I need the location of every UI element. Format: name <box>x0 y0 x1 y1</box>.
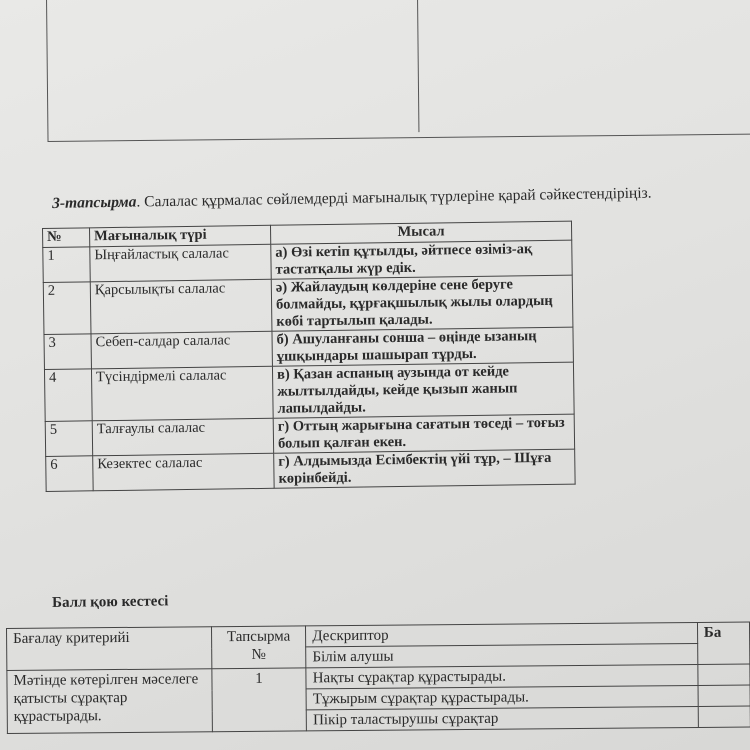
row-type: Ыңғайластық салалас <box>90 244 271 282</box>
row-number: 3 <box>44 334 91 370</box>
row-number: 4 <box>44 369 92 422</box>
scoring-table <box>6 622 750 734</box>
score-cell <box>698 664 750 685</box>
task-label: 3-тапсырма <box>52 193 137 212</box>
descriptor-cell: Пікір таластырушы сұрақтар <box>306 706 698 730</box>
header-type: Мағыналық түрі <box>90 225 271 247</box>
header-task-no <box>211 626 306 669</box>
header-task-line2: № <box>251 646 267 663</box>
scoring-section-title: Балл қою кестесі <box>52 593 169 611</box>
descriptor-cell: Нақты сұрақтар құрастырады. <box>306 664 698 688</box>
table-row <box>44 362 574 421</box>
task-instruction: . Салалас құрмалас сөйлемдерді мағыналық түрлеріне қарай сәйкестендіріңіз. <box>136 184 652 211</box>
header-score-cut: Ба <box>697 622 750 664</box>
header-criterion: Бағалау критерийі <box>7 627 212 671</box>
empty-answer-box <box>46 0 750 142</box>
header-number: № <box>43 228 90 248</box>
row-example: а) Өзі кетіп құтылды, әйтпесе өзіміз-ақ тастатқалы жүр едік. <box>271 240 572 279</box>
criterion-cell: Мәтінде көтерілген мәселеге қатысты сұрақтар құрастырады. <box>7 669 212 734</box>
row-type: Кезектес салалас <box>93 453 274 491</box>
row-example: г) Алдымызда Есімбектің үйі тұр, – Шұға көрінбейді. <box>274 449 575 488</box>
row-type: Себеп-салдар салалас <box>91 331 272 369</box>
table-row <box>43 275 573 334</box>
row-number: 5 <box>45 421 92 457</box>
table-row <box>46 449 575 491</box>
score-cell <box>698 685 750 706</box>
row-example: ә) Жайлаудың көлдеріне сене беруге болмайды, құрғақшылық жылы олардың көбі тартылып қалады. <box>271 275 573 331</box>
descriptor-cell: Тұжырым сұрақтар құрастырады. <box>306 685 698 709</box>
header-learner: Білім алушы <box>306 643 698 667</box>
row-type: Қарсылықты салалас <box>90 279 272 334</box>
row-type: Түсіндірмелі салалас <box>91 366 273 421</box>
header-descriptor: Дескриптор <box>306 622 698 646</box>
row-number: 2 <box>43 282 91 335</box>
box-divider <box>417 0 419 132</box>
row-number: 6 <box>46 456 93 492</box>
header-task-line1: Тапсырма <box>226 628 291 646</box>
score-cell <box>698 706 750 727</box>
header-example: Мысал <box>270 221 571 244</box>
row-example: г) Оттың жарығына сағатын төседі – тоғыз болып қалған екен. <box>273 414 574 453</box>
task-number-cell: 1 <box>212 668 307 732</box>
row-example: в) Қазан аспаның аузында от кейде жылтылдайды, кейде қызып жанып лапылдайды. <box>272 362 574 418</box>
row-type: Талғаулы салалас <box>92 418 273 456</box>
row-example: б) Ашуланғаны сонша – өңінде ызаның ұшқындары шашырап тұрды. <box>272 327 573 366</box>
task-3-title <box>52 185 652 213</box>
row-number: 1 <box>43 247 90 283</box>
matching-table <box>42 221 576 492</box>
